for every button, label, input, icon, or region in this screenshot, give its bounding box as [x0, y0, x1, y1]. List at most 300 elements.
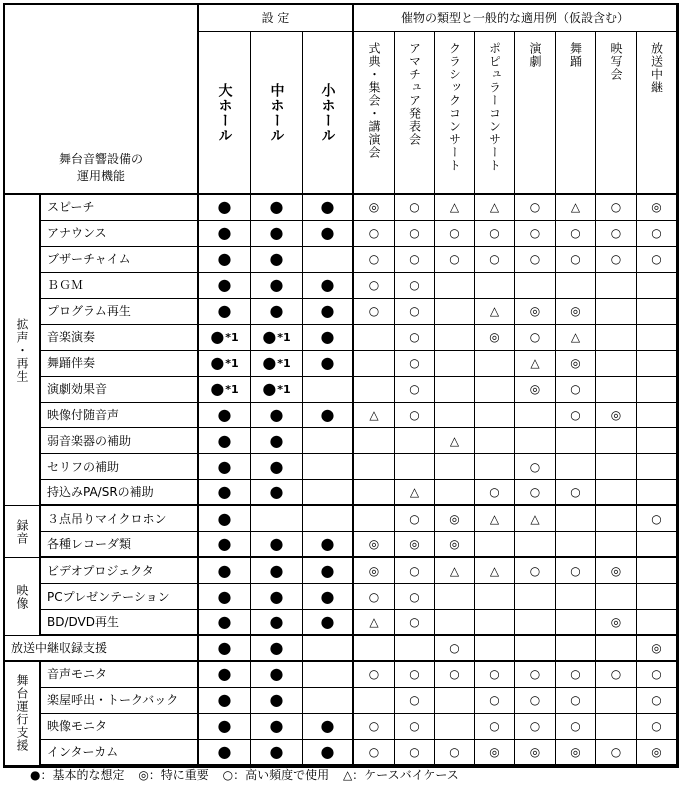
table-cell [475, 740, 515, 766]
table-cell [354, 377, 395, 403]
table-cell [435, 195, 475, 221]
usage-mark: ● [269, 586, 284, 606]
table-cell [556, 377, 596, 403]
table-cell [251, 247, 303, 273]
event-type-label: 映写会 [609, 42, 623, 81]
usage-mark: ● [320, 716, 335, 736]
table-cell [354, 273, 395, 299]
group-header-1 [5, 195, 41, 506]
usage-mark: ○ [570, 226, 581, 241]
table-cell [303, 351, 354, 377]
usage-mark: ● [269, 223, 284, 243]
usage-mark: ● [210, 327, 225, 347]
table-cell [637, 428, 677, 454]
table-cell [395, 740, 435, 766]
table-cell [251, 610, 303, 636]
table-cell [556, 506, 596, 532]
table-cell [475, 688, 515, 714]
usage-mark: ● [217, 223, 232, 243]
table-cell [303, 662, 354, 688]
table-cell [251, 377, 303, 403]
usage-mark: ● [320, 301, 335, 321]
usage-mark: ● [269, 482, 284, 502]
table-cell [596, 377, 637, 403]
table-cell [395, 403, 435, 429]
table-cell [556, 454, 596, 480]
row-label: BD/DVD再生 [41, 610, 199, 636]
table-cell [556, 558, 596, 584]
usage-mark: ● [269, 611, 284, 631]
usage-mark: ● [269, 249, 284, 269]
usage-mark: ◎ [409, 537, 420, 552]
usage-mark: ◎ [651, 640, 662, 655]
table-cell [303, 247, 354, 273]
table-cell [395, 299, 435, 325]
table-cell [475, 273, 515, 299]
table-cell [596, 532, 637, 558]
usage-mark: ● [217, 275, 232, 295]
corner-label-line2: 運用機能 [76, 169, 125, 183]
usage-mark: ○ [409, 226, 420, 241]
usage-mark: ○ [489, 719, 500, 734]
table-cell [435, 506, 475, 532]
usage-mark: ● [262, 379, 277, 399]
hall-header-2 [251, 32, 303, 195]
table-cell [303, 506, 354, 532]
usage-mark: ○ [368, 278, 380, 293]
row-label: ビデオプロジェクタ [41, 558, 199, 584]
table-cell [596, 584, 637, 610]
table-cell [251, 506, 303, 532]
table-cell [637, 636, 677, 662]
usage-mark: ○ [368, 226, 380, 241]
hall-header-label: 小ホール [319, 82, 336, 143]
group-label: 映像 [15, 583, 29, 610]
usage-mark: ● [217, 508, 232, 528]
table-cell [435, 299, 475, 325]
usage-mark: ◎ [610, 614, 622, 629]
usage-mark: ● [269, 637, 284, 657]
table-cell [515, 247, 556, 273]
usage-mark: ○ [409, 330, 420, 345]
table-cell [199, 532, 251, 558]
usage-mark: ○ [651, 719, 662, 734]
table-cell [395, 558, 435, 584]
table-cell [637, 299, 677, 325]
usage-mark: ● [262, 327, 277, 347]
row-label: ３点吊りマイクロホン [41, 506, 199, 532]
table-cell [303, 584, 354, 610]
usage-mark: △ [489, 511, 500, 526]
usage-mark: ○ [409, 278, 420, 293]
table-cell [556, 428, 596, 454]
table-cell [251, 454, 303, 480]
hall-header-1 [199, 32, 251, 195]
usage-mark: ○ [610, 226, 622, 241]
event-type-label: 演劇 [528, 42, 542, 68]
table-cell [199, 636, 251, 662]
table-cell [556, 636, 596, 662]
usage-mark: ● [269, 275, 284, 295]
usage-mark: △ [449, 433, 460, 448]
table-cell [354, 454, 395, 480]
table-cell [395, 714, 435, 740]
table-cell [556, 195, 596, 221]
table-cell [596, 480, 637, 506]
table-cell [354, 558, 395, 584]
table-cell [515, 454, 556, 480]
usage-mark: ○ [368, 589, 380, 604]
table-cell [251, 273, 303, 299]
table-cell [596, 351, 637, 377]
group-label: 舞台運行支援 [15, 674, 29, 753]
table-cell [637, 532, 677, 558]
usage-mark: ○ [529, 226, 541, 241]
table-cell [515, 558, 556, 584]
usage-mark: ● [217, 560, 232, 580]
row-label: アナウンス [41, 221, 199, 247]
legend-basic: ●：基本的な想定 [30, 768, 125, 782]
table-cell [556, 299, 596, 325]
usage-mark: ○ [409, 563, 420, 578]
usage-mark: ○ [409, 200, 420, 215]
table-cell [556, 221, 596, 247]
usage-note: *1 [225, 382, 239, 396]
table-cell [475, 351, 515, 377]
usage-mark: ○ [449, 744, 460, 759]
table-cell [556, 325, 596, 351]
usage-mark: ○ [651, 511, 662, 526]
usage-mark: ○ [529, 693, 541, 708]
table-cell [475, 377, 515, 403]
usage-mark: ● [269, 664, 284, 684]
table-cell [435, 428, 475, 454]
event-type-label: ポピュラーコンサート [487, 42, 502, 172]
table-cell [199, 584, 251, 610]
hall-header-3 [303, 32, 354, 195]
table-cell [475, 558, 515, 584]
table-cell [303, 403, 354, 429]
usage-mark: ○ [529, 200, 541, 215]
table-cell [596, 740, 637, 766]
table-cell [354, 221, 395, 247]
row-label: 楽屋呼出・トークバック [41, 688, 199, 714]
usage-mark: △ [369, 614, 379, 629]
group-header-5 [5, 662, 41, 766]
table-cell [596, 221, 637, 247]
table-cell [556, 532, 596, 558]
table-cell [251, 532, 303, 558]
table-cell [303, 532, 354, 558]
table-cell [395, 195, 435, 221]
usage-mark: ◎ [570, 304, 581, 319]
usage-mark: ○ [489, 693, 500, 708]
table-cell [637, 662, 677, 688]
usage-mark: ◎ [449, 537, 460, 552]
row-label: 映像付随音声 [41, 403, 199, 429]
event-type-header-3 [435, 32, 475, 195]
table-cell [556, 740, 596, 766]
usage-mark: △ [570, 200, 581, 215]
usage-mark: ● [269, 430, 284, 450]
usage-mark: ● [217, 716, 232, 736]
table-cell [395, 688, 435, 714]
usage-mark: △ [530, 511, 540, 526]
usage-mark: ○ [529, 667, 541, 682]
table-cell [515, 662, 556, 688]
row-label: 音楽演奏 [41, 325, 199, 351]
usage-mark: ○ [409, 719, 420, 734]
table-cell [556, 247, 596, 273]
usage-mark: ● [269, 404, 284, 424]
table-cell [435, 740, 475, 766]
table-cell [637, 506, 677, 532]
table-cell [199, 428, 251, 454]
usage-mark: ○ [409, 589, 420, 604]
usage-mark: ● [320, 197, 335, 217]
table-cell [475, 610, 515, 636]
usage-mark: ● [320, 611, 335, 631]
usage-mark: △ [409, 485, 420, 500]
usage-mark: ○ [570, 252, 581, 267]
table-cell [637, 273, 677, 299]
usage-mark: ○ [409, 667, 420, 682]
usage-mark: ○ [570, 407, 581, 422]
usage-mark: ○ [529, 252, 541, 267]
usage-mark: ○ [409, 252, 420, 267]
usage-mark: ○ [529, 485, 541, 500]
table-cell [556, 714, 596, 740]
event-type-header-7 [596, 32, 637, 195]
table-cell [354, 532, 395, 558]
table-cell [556, 480, 596, 506]
table-cell [303, 195, 354, 221]
table-cell [354, 428, 395, 454]
table-cell [395, 377, 435, 403]
usage-mark: ○ [368, 719, 380, 734]
table-cell [475, 247, 515, 273]
row-label: ＢＧＭ [41, 273, 199, 299]
usage-mark: ○ [409, 693, 420, 708]
usage-mark: ◎ [489, 330, 500, 345]
table-cell [515, 688, 556, 714]
table-cell [251, 636, 303, 662]
usage-mark: ● [320, 534, 335, 554]
usage-mark: ● [269, 560, 284, 580]
table-cell [199, 247, 251, 273]
table-cell [251, 351, 303, 377]
usage-mark: ◎ [570, 744, 581, 759]
legend-frequent: ○：高い頻度で使用 [222, 768, 330, 782]
table-cell [556, 403, 596, 429]
table-cell [515, 299, 556, 325]
table-cell [515, 532, 556, 558]
usage-mark: ● [210, 379, 225, 399]
usage-mark: ○ [489, 226, 500, 241]
usage-mark: ○ [368, 252, 380, 267]
table-cell [395, 506, 435, 532]
table-cell [475, 195, 515, 221]
table-cell [556, 584, 596, 610]
group-label: 拡声・再生 [15, 317, 29, 383]
usage-mark: ● [269, 197, 284, 217]
table-cell [251, 714, 303, 740]
table-cell [354, 325, 395, 351]
table-cell [515, 428, 556, 454]
table-cell [637, 584, 677, 610]
usage-mark: ● [217, 586, 232, 606]
table-cell [303, 273, 354, 299]
table-cell [199, 403, 251, 429]
usage-mark: △ [489, 200, 500, 215]
table-cell [637, 480, 677, 506]
usage-mark: △ [489, 563, 500, 578]
table-cell [251, 195, 303, 221]
table-cell [354, 506, 395, 532]
table-cell [596, 299, 637, 325]
usage-mark: ● [320, 353, 335, 373]
table-cell [475, 532, 515, 558]
table-cell [354, 247, 395, 273]
table-cell [637, 351, 677, 377]
usage-mark: ○ [651, 667, 662, 682]
table-cell [637, 610, 677, 636]
table-cell [475, 714, 515, 740]
usage-mark: ● [217, 404, 232, 424]
usage-mark: ○ [449, 252, 460, 267]
usage-mark: ○ [368, 667, 380, 682]
table-cell [395, 532, 435, 558]
table-cell [251, 558, 303, 584]
usage-mark: ◎ [368, 537, 380, 552]
table-cell [515, 403, 556, 429]
row-label: 音声モニタ [41, 662, 199, 688]
row-label: 舞踊伴奏 [41, 351, 199, 377]
table-cell [354, 195, 395, 221]
row-label: 放送中継収録支援 [5, 636, 199, 662]
event-type-header-2 [395, 32, 435, 195]
usage-mark: ● [320, 327, 335, 347]
table-cell [303, 636, 354, 662]
table-cell [303, 377, 354, 403]
row-label: PCプレゼンテーション [41, 584, 199, 610]
table-cell [596, 688, 637, 714]
usage-mark: △ [449, 200, 460, 215]
usage-mark: ● [269, 301, 284, 321]
table-cell [475, 454, 515, 480]
table-cell [637, 740, 677, 766]
table-cell [596, 403, 637, 429]
usage-mark: ○ [610, 252, 622, 267]
usage-mark: ● [217, 456, 232, 476]
table-cell [515, 351, 556, 377]
table-cell [515, 273, 556, 299]
event-type-header-1 [354, 32, 395, 195]
event-type-label: アマチュア発表会 [407, 42, 422, 146]
event-type-header-5 [515, 32, 556, 195]
usage-mark: ● [320, 560, 335, 580]
usage-mark: ◎ [529, 744, 541, 759]
event-type-header-4 [475, 32, 515, 195]
usage-mark: ● [269, 456, 284, 476]
usage-mark: ● [320, 275, 335, 295]
table-cell [435, 480, 475, 506]
table-cell [395, 584, 435, 610]
hall-header-label: 中ホール [268, 82, 285, 143]
usage-mark: ● [217, 664, 232, 684]
usage-mark: ○ [570, 719, 581, 734]
equipment-usage-table [3, 3, 679, 768]
table-cell [251, 662, 303, 688]
corner-label-line1: 舞台音響設備の [58, 152, 143, 166]
usage-mark: ● [269, 690, 284, 710]
table-cell [435, 558, 475, 584]
table-cell [354, 714, 395, 740]
usage-mark: ● [262, 353, 277, 373]
usage-mark: △ [369, 407, 379, 422]
table-cell [556, 273, 596, 299]
table-cell [435, 403, 475, 429]
table-cell [251, 325, 303, 351]
table-cell [395, 351, 435, 377]
usage-mark: ● [320, 223, 335, 243]
usage-mark: ◎ [368, 563, 380, 578]
usage-mark: ● [217, 534, 232, 554]
table-cell [596, 506, 637, 532]
table-cell [596, 325, 637, 351]
table-cell [637, 688, 677, 714]
usage-mark: ○ [610, 744, 622, 759]
usage-note: *1 [225, 330, 239, 344]
row-label: 持込みPA/SRの補助 [41, 480, 199, 506]
table-cell [637, 377, 677, 403]
table-cell [395, 221, 435, 247]
table-cell [515, 325, 556, 351]
usage-mark: ○ [368, 304, 380, 319]
table-cell [354, 480, 395, 506]
events-header: 催物の類型と一般的な適用例（仮設含む） [354, 5, 677, 32]
table-cell [199, 740, 251, 766]
table-cell [596, 195, 637, 221]
row-label: インターカム [41, 740, 199, 766]
usage-mark: ● [217, 249, 232, 269]
table-cell [199, 662, 251, 688]
row-label: 各種レコーダ類 [41, 532, 199, 558]
table-cell [596, 558, 637, 584]
table-cell [199, 506, 251, 532]
table-cell [475, 325, 515, 351]
event-type-label: クラシックコンサート [447, 42, 462, 172]
usage-mark: ○ [570, 563, 581, 578]
table-cell [596, 662, 637, 688]
usage-mark: ○ [610, 200, 622, 215]
table-cell [475, 428, 515, 454]
table-cell [637, 247, 677, 273]
legend [30, 766, 469, 783]
table-cell [637, 403, 677, 429]
table-cell [596, 273, 637, 299]
row-label: スピーチ [41, 195, 199, 221]
usage-mark: ○ [409, 356, 420, 371]
usage-mark: ● [269, 741, 284, 761]
usage-mark: ○ [449, 667, 460, 682]
row-label: 演劇効果音 [41, 377, 199, 403]
table-cell [515, 377, 556, 403]
usage-mark: ◎ [651, 200, 662, 215]
usage-mark: ◎ [489, 744, 500, 759]
table-cell [199, 377, 251, 403]
event-type-label: 舞踊 [568, 42, 583, 68]
